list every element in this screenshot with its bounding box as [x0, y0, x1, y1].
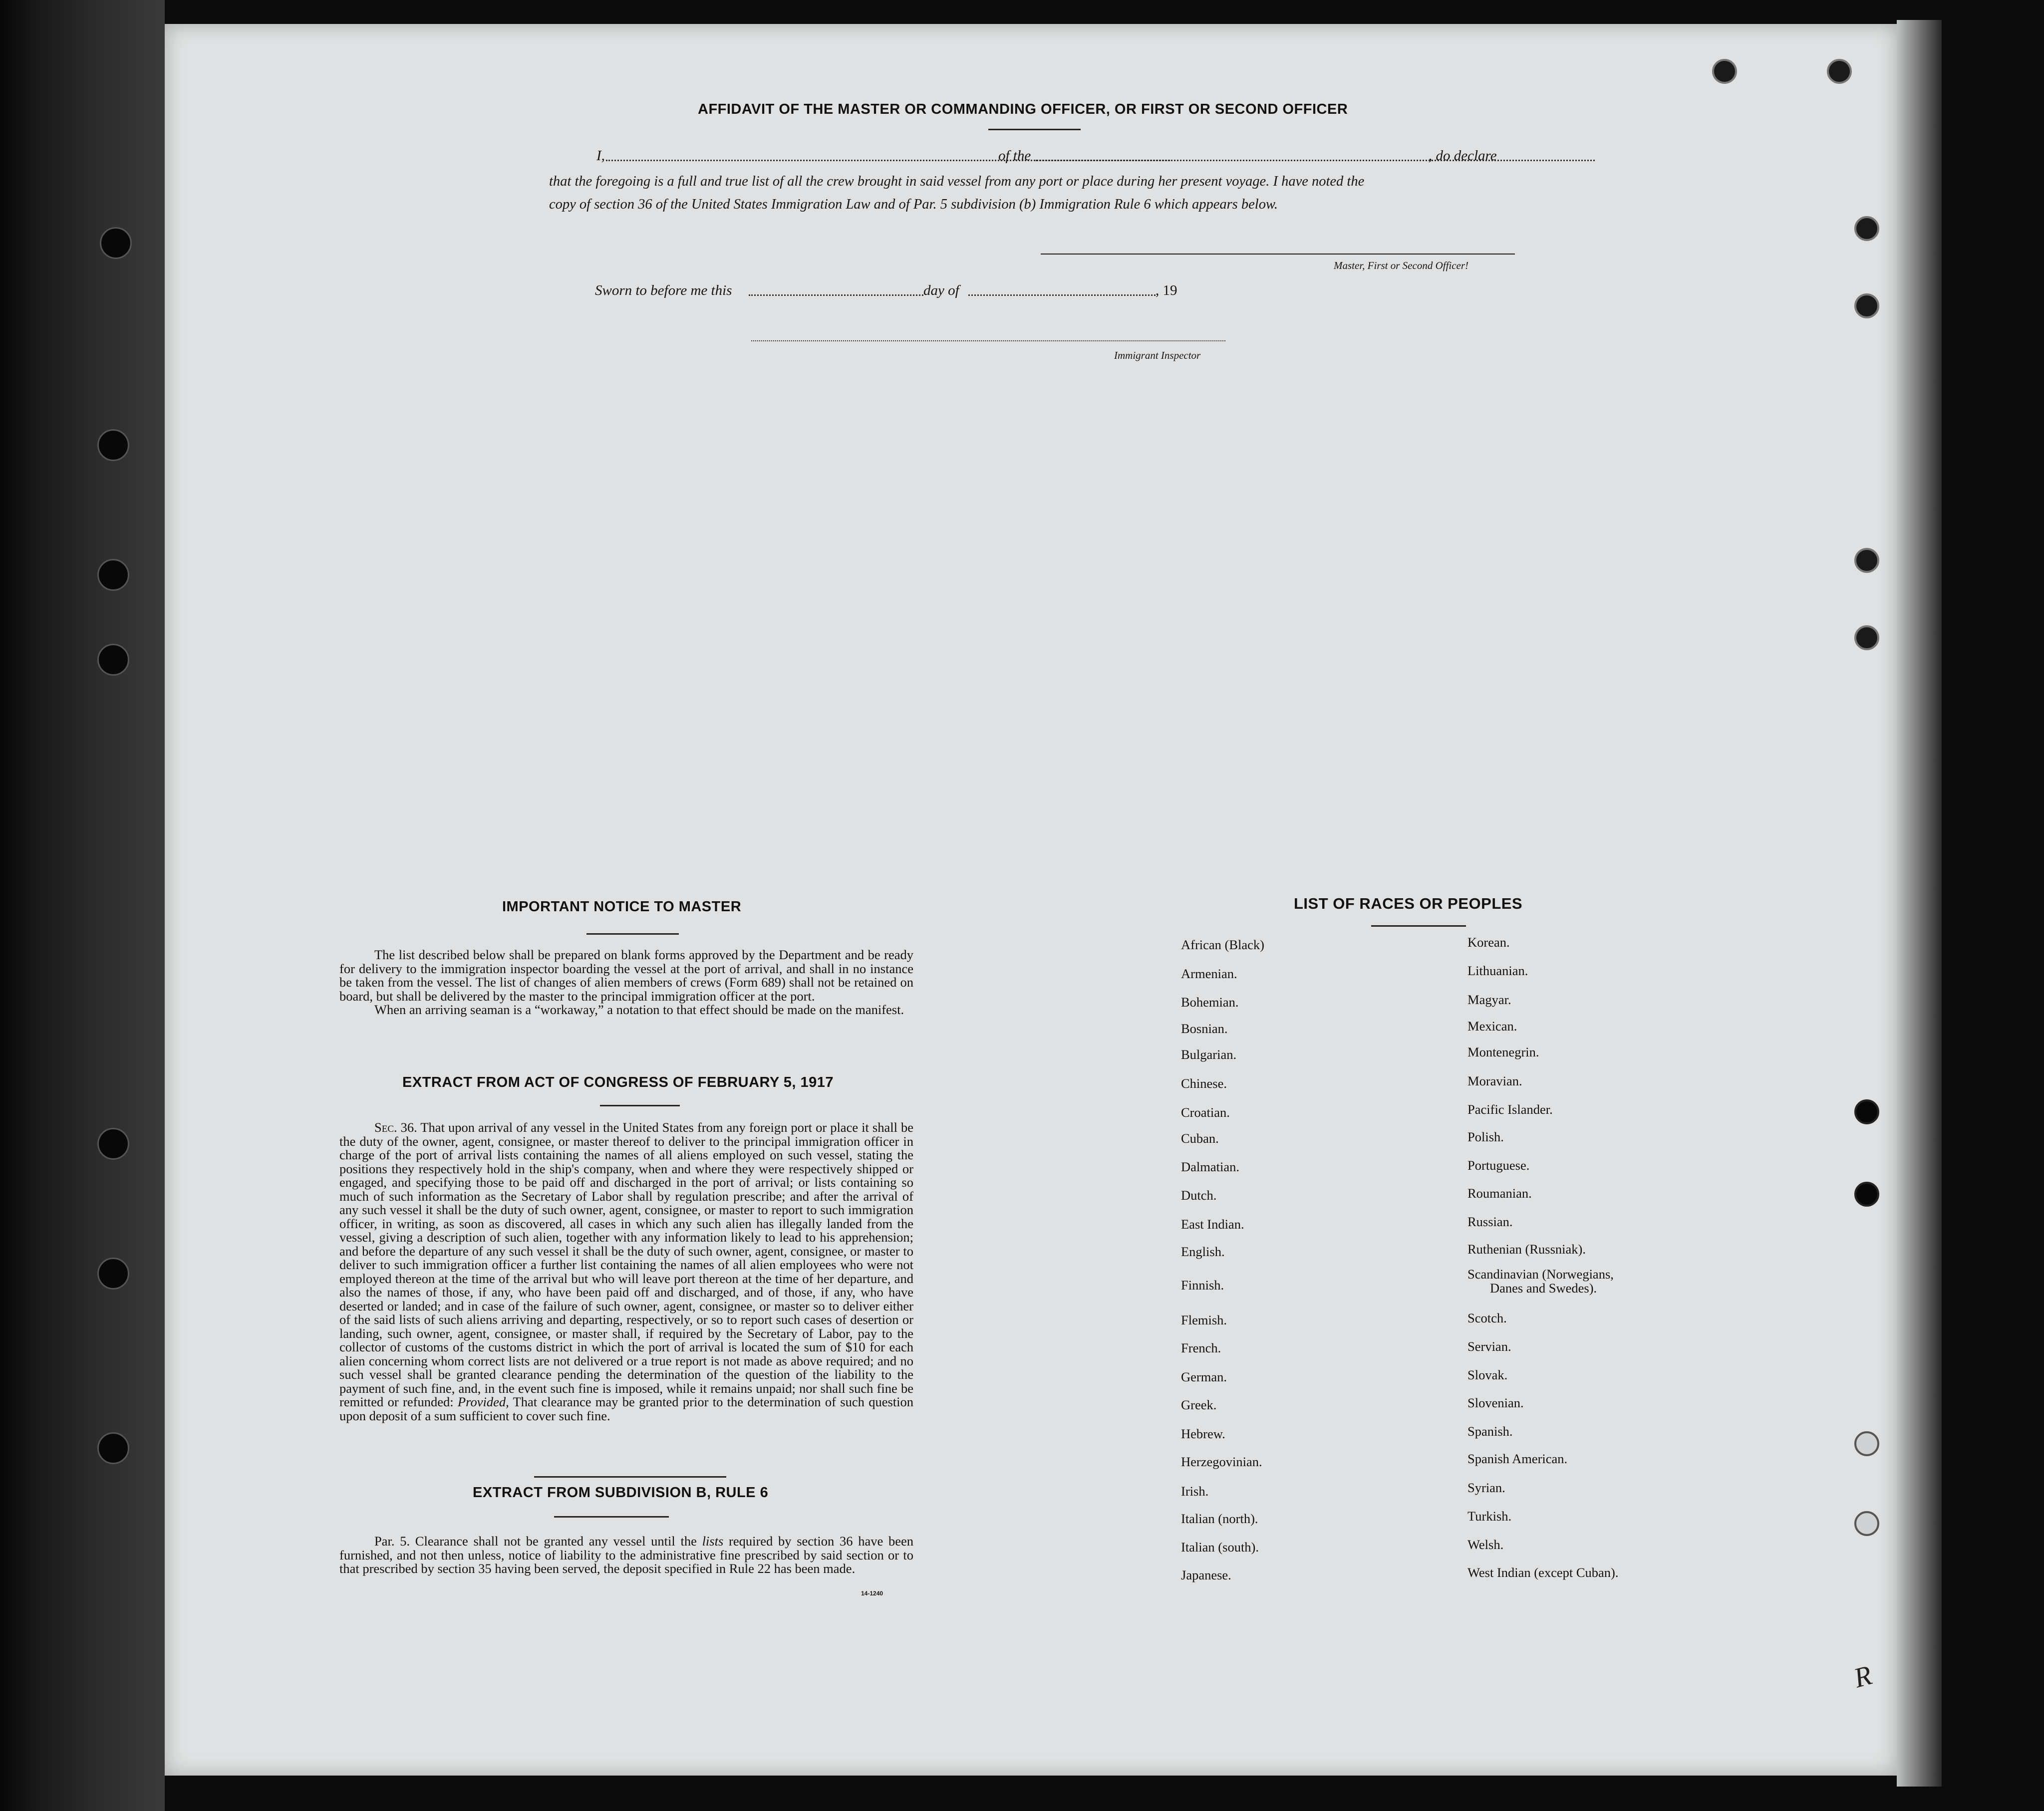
handwritten-mark: R	[1850, 1659, 1875, 1694]
notice-text	[339, 948, 913, 1017]
act-extract-title: EXTRACT FROM ACT OF CONGRESS OF FEBRUARY 5, 1917	[402, 1074, 834, 1090]
race-item: Montenegrin.	[1467, 1044, 1539, 1059]
sworn-label: Sworn to before me this	[595, 282, 732, 298]
race-item: English.	[1181, 1244, 1225, 1259]
race-item: Dalmatian.	[1181, 1159, 1239, 1174]
race-item: Polish.	[1467, 1129, 1504, 1144]
race-item: Portuguese.	[1467, 1158, 1530, 1173]
race-item: Armenian.	[1181, 966, 1237, 981]
binder-hole	[97, 429, 129, 461]
affidavit-declare-label: , do declare	[1429, 148, 1497, 164]
inspector-signature-line	[751, 340, 1225, 341]
inspector-signature-label: Immigrant Inspector	[1114, 349, 1201, 361]
notice-paragraph-1: The list described below shall be prepared on blank forms approved by the Department and be ready for delivery to the immigration inspector boarding the vessel at the port of arrival, and shall in no instance be taken from the vessel. The list of changes of alien members of crews (Form 689) shall not be retained on board, but shall be delivered by the master to the principal immigration officer at the port.	[339, 947, 913, 1004]
race-item: Servian.	[1467, 1339, 1511, 1354]
races-title: LIST OF RACES OR PEOPLES	[1294, 895, 1523, 912]
race-item: German.	[1181, 1369, 1227, 1384]
affidavit-of-label: of the	[998, 148, 1031, 164]
race-item: Cuban.	[1181, 1131, 1219, 1146]
affidavit-title: AFFIDAVIT OF THE MASTER OR COMMANDING OFFICER, OR FIRST OR SECOND OFFICER	[698, 101, 1348, 117]
race-item: Syrian.	[1467, 1480, 1505, 1495]
sworn-day-blank	[749, 294, 923, 296]
race-item: Ruthenian (Russniak).	[1467, 1242, 1586, 1257]
divider	[586, 933, 679, 935]
lists-word: lists	[702, 1534, 724, 1549]
divider	[534, 1476, 726, 1478]
race-item: French.	[1181, 1340, 1221, 1355]
page-edge	[1897, 20, 1942, 1787]
divider	[554, 1516, 669, 1518]
form-number: 14-1240	[861, 1590, 883, 1597]
affidavit-i-label: I,	[596, 148, 605, 164]
race-item: Roumanian.	[1467, 1186, 1532, 1201]
race-item: Hebrew.	[1181, 1426, 1225, 1441]
race-item: Finnish.	[1181, 1278, 1224, 1293]
race-item: Japanese.	[1181, 1567, 1231, 1582]
document-page	[165, 24, 1897, 1776]
sworn-month-blank	[968, 294, 1156, 296]
race-item: Pacific Islander.	[1467, 1102, 1553, 1117]
binder-hole	[97, 1258, 129, 1290]
race-item: Irish.	[1181, 1484, 1209, 1499]
race-item: Russian.	[1467, 1214, 1513, 1229]
punch-hole	[1854, 293, 1879, 318]
race-item: Slovak.	[1467, 1367, 1508, 1382]
punch-hole	[1854, 1099, 1879, 1124]
race-item: Slovenian.	[1467, 1395, 1524, 1410]
race-item: African (Black)	[1181, 937, 1265, 952]
race-item: Dutch.	[1181, 1188, 1217, 1203]
punch-hole	[1854, 548, 1879, 573]
master-signature-label: Master, First or Second Officer!	[1334, 259, 1469, 271]
race-item: Magyar.	[1467, 992, 1511, 1007]
act-extract-text	[339, 1121, 913, 1423]
race-item-continuation: Danes and Swedes).	[1490, 1281, 1597, 1295]
race-item: Italian (south).	[1181, 1540, 1259, 1554]
punch-hole	[1854, 1182, 1879, 1207]
punch-hole	[1854, 1431, 1879, 1456]
binder-hole	[97, 644, 129, 676]
binder-hole	[97, 1432, 129, 1464]
binder-hole	[100, 227, 132, 259]
race-item: West Indian (except Cuban).	[1467, 1565, 1619, 1580]
divider	[988, 129, 1081, 130]
punch-hole	[1712, 59, 1737, 84]
section-36-text-end: That clearance may be granted prior to the determination of such question upon deposit of a sum sufficient to cover such fine.	[339, 1394, 913, 1423]
race-item: Moravian.	[1467, 1073, 1522, 1088]
race-item: Bulgarian.	[1181, 1047, 1237, 1062]
race-item: Italian (north).	[1181, 1511, 1258, 1526]
notice-paragraph-2: When an arriving seaman is a “workaway,” a notation to that effect should be made on the manifest.	[374, 1002, 904, 1017]
master-signature-line	[1041, 254, 1515, 255]
race-item: Spanish.	[1467, 1424, 1513, 1439]
race-item: Scotch.	[1467, 1310, 1507, 1325]
race-item: Greek.	[1181, 1397, 1217, 1412]
race-item: Flemish.	[1181, 1312, 1227, 1327]
provided-word: Provided,	[457, 1394, 509, 1409]
race-item: Lithuanian.	[1467, 963, 1528, 978]
rule-text-b: required by section 36 have been furnished, and not then unless, notice of liability to the administrative fine prescribed by said section or to that prescribed by section 35 having been served, the deposit specified in Rule 22 has been made.	[339, 1534, 913, 1576]
affidavit-line-3: copy of section 36 of the United States Immigration Law and of Par. 5 subdivision (b) Immigration Rule 6 which appears below.	[549, 197, 1278, 212]
race-item: Herzegovinian.	[1181, 1454, 1262, 1469]
punch-hole	[1854, 216, 1879, 241]
race-item: Turkish.	[1467, 1509, 1512, 1524]
section-36-text: That upon arrival of any vessel in the United States from any foreign port or place it shall be the duty of the owner, agent, consignee, or master thereof to deliver to the principal immigration officer in charge of the port of arrival lists containing the names of all aliens employed on such vessel, stating the positions they respectively hold in the ship's company, when and where they were respectively shipped or engaged, and specifying those to be paid off and discharged in the port of arrival; or lists containing so much of such information as the Secretary of Labor shall by regulation prescribe; and after the arrival of any such vessel it shall be the duty of such owner, agent, consignee, or master to report to such immigration officer, in writing, as soon as discovered, all cases in which any such alien has illegally landed from the vessel, giving a description of such alien, together with any information likely to lead to his apprehension; and before the departure of any such vessel it shall be the duty of such owner, agent, consignee, or master to deliver to such immigration officer a further list containing the names of all alien employees who were not employed thereon at the time of the arrival but who will leave port thereon at the time of her departure, and also the names of those, if any, who have been paid off and discharged, and of those, if any, who have deserted or landed; and in case of the failure of such owner, agent, consignee, or master so to deliver either of the said lists of such aliens arriving and departing, respectively, or so to report such cases of desertion or landing, such owner, agent, consignee, or master shall, if required by the Secretary of Labor, pay to the collector of customs of the customs district in which the port of arrival is located the sum of $10 for each alien concerning whom correct lists are not delivered or a true report is not made as above required; and no such vessel shall be granted clearance pending the determination of the question of the liability to the payment of such fine, and, in the event such fine is imposed, while it remains unpaid; nor shall such fine be remitted or refunded:	[339, 1120, 913, 1409]
race-item: Croatian.	[1181, 1105, 1230, 1120]
divider	[600, 1105, 680, 1106]
punch-hole	[1827, 59, 1852, 84]
affidavit-line-2: that the foregoing is a full and true list of all the crew brought in said vessel from any port or place during her present voyage. I have noted the	[549, 174, 1365, 189]
rule-extract-text	[339, 1535, 913, 1576]
race-item: Mexican.	[1467, 1019, 1517, 1034]
day-of-label: day of	[923, 282, 959, 298]
race-item: Bosnian.	[1181, 1021, 1228, 1036]
section-label: Sec. 36.	[374, 1120, 417, 1135]
race-item: Scandinavian (Norwegians,	[1467, 1267, 1614, 1282]
race-item: Welsh.	[1467, 1537, 1504, 1552]
binder-hole	[97, 559, 129, 591]
binder-strip	[0, 0, 165, 1811]
punch-hole	[1854, 625, 1879, 650]
notice-title: IMPORTANT NOTICE TO MASTER	[502, 899, 742, 915]
rule-extract-title: EXTRACT FROM SUBDIVISION B, RULE 6	[473, 1485, 769, 1501]
race-item: East Indian.	[1181, 1217, 1244, 1232]
race-item: Bohemian.	[1181, 995, 1239, 1010]
race-item: Korean.	[1467, 935, 1510, 950]
vessel-blank	[1036, 160, 1595, 161]
binder-hole	[97, 1128, 129, 1160]
divider	[1371, 925, 1466, 927]
race-item: Spanish American.	[1467, 1451, 1568, 1466]
year-label: , 19	[1156, 282, 1177, 298]
rule-text-a: Par. 5. Clearance shall not be granted any vessel until the	[374, 1534, 697, 1549]
punch-hole	[1854, 1511, 1879, 1536]
race-item: Chinese.	[1181, 1076, 1227, 1091]
